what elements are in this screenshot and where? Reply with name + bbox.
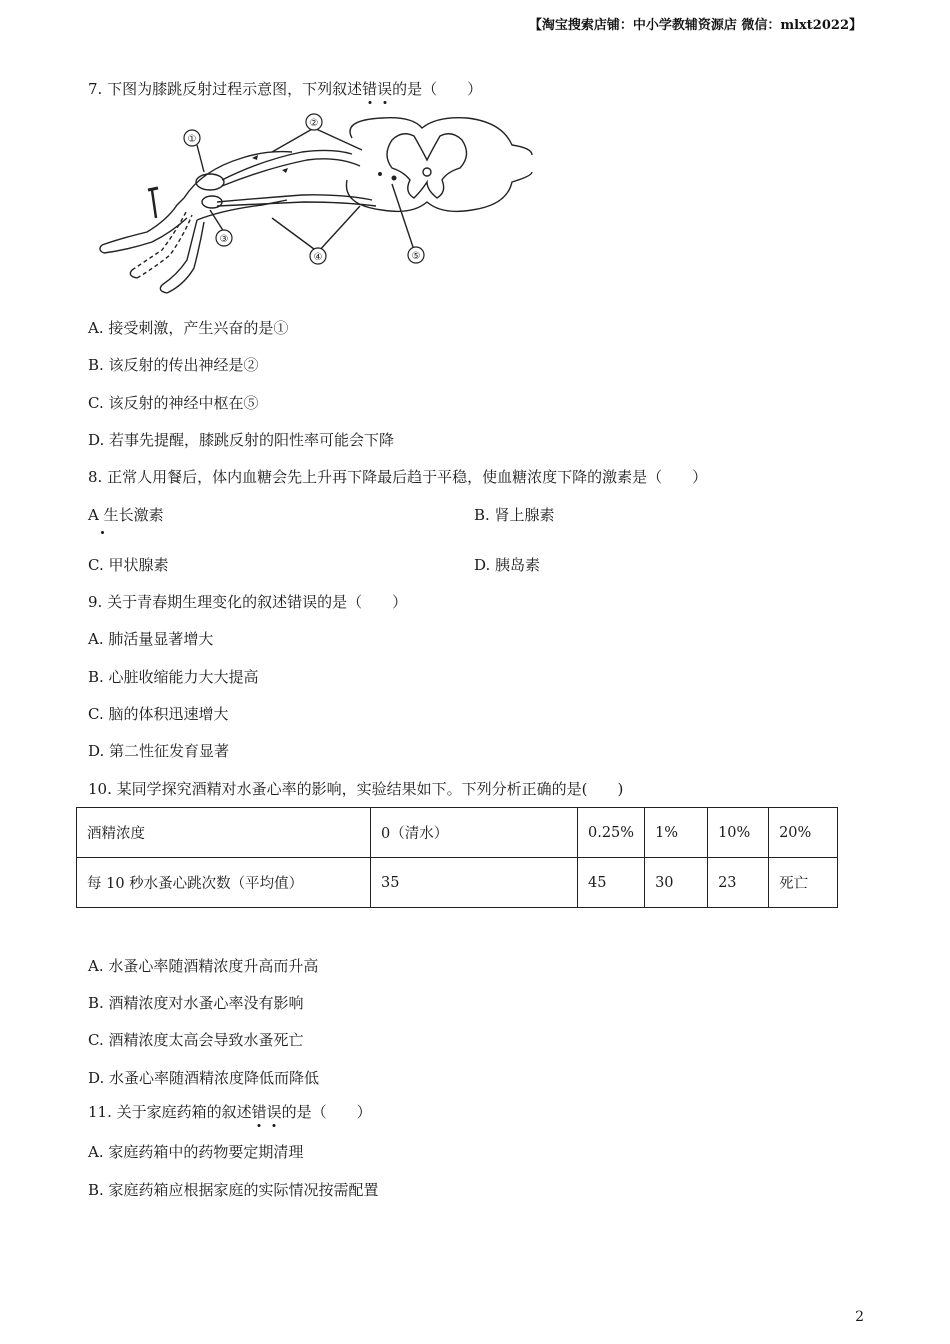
q7-stem: [88, 79, 482, 99]
q7-option-c: C. 该反射的神经中枢在⑤: [88, 394, 259, 412]
q10-option-a: A. 水蚤心率随酒精浓度升高而升高: [88, 957, 319, 975]
q8-option-a-dot: [101, 531, 104, 534]
table-row: [77, 808, 838, 858]
q7-option-a: A. 接受刺激，产生兴奋的是①: [88, 319, 289, 337]
table-cell: 20%: [769, 808, 838, 858]
table-cell: 35: [371, 858, 578, 908]
q11-emphasis-1: 错: [251, 1103, 267, 1121]
q7-emphasis-2: 误: [377, 80, 393, 98]
table-row: [77, 858, 838, 908]
q11-stem-end: 的是（ ）: [281, 1103, 372, 1121]
q9-option-b: B. 心脏收缩能力大大提高: [88, 668, 259, 686]
figure-label-1: ①: [187, 134, 197, 145]
q9-option-d: D. 第二性征发育显著: [88, 742, 230, 760]
q11-stem: [88, 1102, 372, 1122]
q11-option-b: B. 家庭药箱应根据家庭的实际情况按需配置: [88, 1181, 379, 1199]
q10-option-b: B. 酒精浓度对水蚤心率没有影响: [88, 994, 304, 1012]
q8-stem: 8. 正常人用餐后，体内血糖会先上升再下降最后趋于平稳，使血糖浓度下降的激素是（ ）: [88, 468, 708, 486]
q10-option-c: C. 酒精浓度太高会导致水蚤死亡: [88, 1031, 304, 1049]
table-cell: 0（清水）: [371, 808, 578, 858]
q9-option-c: C. 脑的体积迅速增大: [88, 705, 229, 723]
q8-option-a: A 生长激素: [88, 506, 164, 524]
q7-emphasis-1: 错: [362, 80, 378, 98]
q7-stem-text: 7. 下图为膝跳反射过程示意图，下列叙述: [88, 80, 363, 98]
knee-jerk-reflex-diagram: [92, 110, 542, 310]
q11-option-a: A. 家庭药箱中的药物要定期清理: [88, 1143, 304, 1161]
page-header: 【淘宝搜索店铺：中小学教辅资源店 微信：mlxt2022】: [528, 18, 862, 33]
q8-option-c: C. 甲状腺素: [88, 556, 169, 574]
figure-label-4: ④: [313, 252, 323, 263]
table-cell: 23: [708, 858, 769, 908]
q7-option-b: B. 该反射的传出神经是②: [88, 356, 259, 374]
q8-option-d: D. 胰岛素: [474, 556, 541, 574]
q10-stem: 10. 某同学探究酒精对水蚤心率的影响，实验结果如下。下列分析正确的是( ): [88, 780, 624, 798]
table-cell: 酒精浓度: [77, 808, 371, 858]
table-cell: 30: [645, 858, 708, 908]
figure-label-3: ③: [219, 234, 229, 245]
table-cell: 1%: [645, 808, 708, 858]
q9-option-a: A. 肺活量显著增大: [88, 630, 214, 648]
table-cell: 10%: [708, 808, 769, 858]
alcohol-heart-rate-table: [76, 807, 838, 908]
q7-option-d: D. 若事先提醒，膝跳反射的阳性率可能会下降: [88, 431, 395, 449]
figure-label-5: ⑤: [411, 251, 421, 262]
q11-stem-text: 11. 关于家庭药箱的叙述: [88, 1103, 252, 1121]
figure-label-2: ②: [309, 118, 319, 129]
q8-option-b: B. 肾上腺素: [474, 506, 555, 524]
table-cell: 45: [578, 858, 645, 908]
page-number: 2: [855, 1309, 864, 1325]
q10-option-d: D. 水蚤心率随酒精浓度降低而降低: [88, 1069, 320, 1087]
q7-stem-end: 的是（ ）: [392, 80, 483, 98]
q9-stem: 9. 关于青春期生理变化的叙述错误的是（ ）: [88, 593, 408, 611]
q11-emphasis-2: 误: [266, 1103, 282, 1121]
table-cell: 0.25%: [578, 808, 645, 858]
table-cell: 死亡: [769, 858, 838, 908]
table-cell: 每 10 秒水蚤心跳次数（平均值）: [77, 858, 371, 908]
